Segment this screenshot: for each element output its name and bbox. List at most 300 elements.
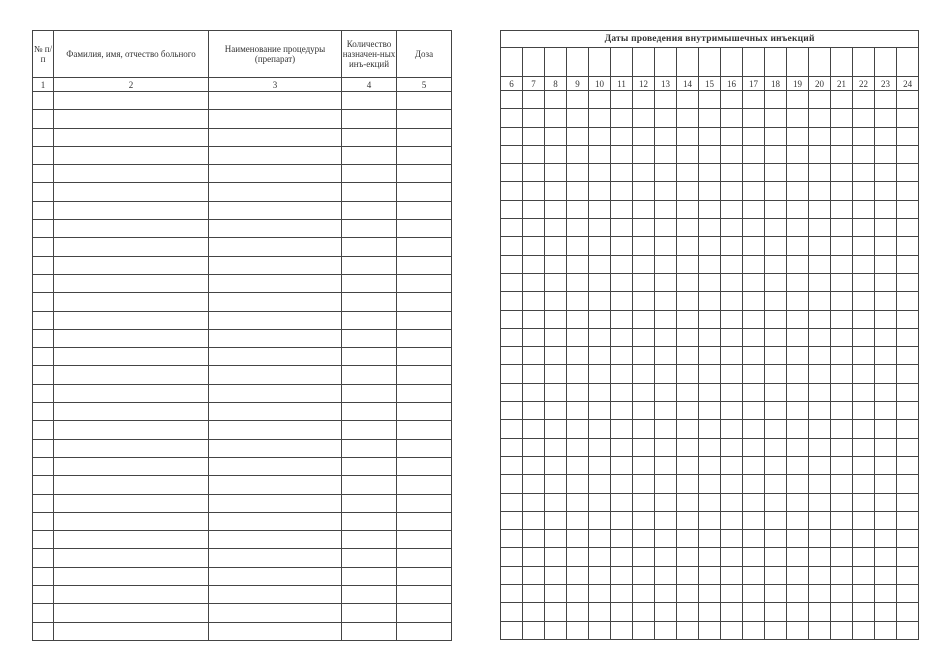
empty-cell	[501, 585, 523, 603]
empty-cell	[397, 256, 452, 274]
empty-cell	[523, 475, 545, 493]
empty-cell	[209, 329, 342, 347]
empty-cell	[342, 549, 397, 567]
empty-cell	[743, 255, 765, 273]
empty-cell	[809, 91, 831, 109]
empty-cell	[33, 92, 54, 110]
empty-cell	[567, 493, 589, 511]
empty-cell	[787, 109, 809, 127]
empty-cell	[545, 548, 567, 566]
empty-cell	[397, 549, 452, 567]
empty-cell	[33, 366, 54, 384]
empty-cell	[831, 420, 853, 438]
empty-cell	[765, 402, 787, 420]
column-number: 22	[853, 77, 875, 91]
table-row	[501, 310, 919, 328]
table-row	[501, 200, 919, 218]
empty-cell	[589, 475, 611, 493]
empty-cell	[633, 420, 655, 438]
empty-cell	[397, 494, 452, 512]
empty-cell	[523, 566, 545, 584]
empty-cell	[33, 293, 54, 311]
empty-cell	[743, 347, 765, 365]
empty-cell	[831, 456, 853, 474]
empty-cell	[743, 310, 765, 328]
empty-cell	[611, 145, 633, 163]
empty-cell	[501, 182, 523, 200]
header-procedure: Наименование процедуры (препарат)	[209, 31, 342, 78]
table-row	[33, 512, 452, 530]
empty-cell	[54, 622, 209, 640]
empty-cell	[342, 567, 397, 585]
empty-cell	[655, 585, 677, 603]
empty-cell	[831, 292, 853, 310]
empty-cell	[611, 383, 633, 401]
empty-cell	[677, 164, 699, 182]
empty-cell	[567, 292, 589, 310]
empty-cell	[54, 329, 209, 347]
empty-cell	[397, 586, 452, 604]
column-number: 9	[567, 77, 589, 91]
table-row	[33, 201, 452, 219]
empty-cell	[787, 219, 809, 237]
empty-cell	[875, 127, 897, 145]
empty-cell	[342, 92, 397, 110]
empty-cell	[765, 182, 787, 200]
empty-cell	[209, 366, 342, 384]
empty-cell	[545, 127, 567, 145]
empty-cell	[567, 310, 589, 328]
empty-cell	[677, 548, 699, 566]
table-row	[501, 603, 919, 621]
empty-cell	[721, 566, 743, 584]
empty-cell	[699, 365, 721, 383]
injection-dates-table	[500, 30, 919, 640]
empty-cell	[897, 127, 919, 145]
empty-cell	[853, 182, 875, 200]
empty-cell	[633, 219, 655, 237]
empty-cell	[545, 273, 567, 291]
empty-cell	[831, 91, 853, 109]
empty-cell	[699, 164, 721, 182]
empty-cell	[54, 586, 209, 604]
empty-cell	[589, 145, 611, 163]
empty-cell	[853, 530, 875, 548]
empty-cell	[765, 164, 787, 182]
empty-cell	[721, 456, 743, 474]
empty-cell	[342, 128, 397, 146]
empty-cell	[875, 109, 897, 127]
empty-cell	[853, 273, 875, 291]
empty-cell	[831, 603, 853, 621]
empty-cell	[897, 164, 919, 182]
empty-cell	[545, 292, 567, 310]
empty-cell	[765, 548, 787, 566]
empty-cell	[342, 329, 397, 347]
empty-cell	[545, 237, 567, 255]
empty-cell	[567, 237, 589, 255]
empty-cell	[853, 109, 875, 127]
empty-cell	[699, 145, 721, 163]
empty-cell	[677, 237, 699, 255]
empty-cell	[33, 348, 54, 366]
empty-cell	[875, 255, 897, 273]
empty-cell	[33, 421, 54, 439]
empty-cell	[699, 585, 721, 603]
empty-cell	[209, 165, 342, 183]
empty-cell	[567, 456, 589, 474]
empty-cell	[765, 109, 787, 127]
empty-cell	[787, 383, 809, 401]
empty-cell	[342, 384, 397, 402]
empty-cell	[655, 365, 677, 383]
empty-cell	[209, 567, 342, 585]
empty-cell	[523, 493, 545, 511]
date-cell	[655, 48, 677, 77]
table-row	[501, 493, 919, 511]
empty-cell	[699, 475, 721, 493]
empty-cell	[501, 438, 523, 456]
empty-cell	[501, 530, 523, 548]
empty-cell	[677, 530, 699, 548]
date-cell	[897, 48, 919, 77]
empty-cell	[853, 621, 875, 639]
empty-cell	[875, 182, 897, 200]
table-row	[501, 109, 919, 127]
empty-cell	[54, 311, 209, 329]
empty-cell	[677, 273, 699, 291]
empty-cell	[765, 127, 787, 145]
empty-cell	[611, 402, 633, 420]
empty-cell	[699, 511, 721, 529]
table-row	[501, 328, 919, 346]
column-number: 23	[875, 77, 897, 91]
empty-cell	[765, 310, 787, 328]
empty-cell	[743, 456, 765, 474]
empty-cell	[33, 622, 54, 640]
empty-cell	[743, 182, 765, 200]
empty-cell	[342, 366, 397, 384]
empty-cell	[809, 164, 831, 182]
table-row	[501, 402, 919, 420]
empty-cell	[209, 476, 342, 494]
empty-cell	[567, 438, 589, 456]
empty-cell	[567, 511, 589, 529]
empty-cell	[633, 91, 655, 109]
empty-cell	[342, 183, 397, 201]
date-cell	[677, 48, 699, 77]
empty-cell	[611, 219, 633, 237]
empty-cell	[501, 237, 523, 255]
empty-cell	[787, 292, 809, 310]
empty-cell	[655, 145, 677, 163]
empty-cell	[545, 402, 567, 420]
empty-cell	[523, 237, 545, 255]
empty-cell	[545, 420, 567, 438]
empty-cell	[655, 402, 677, 420]
empty-cell	[633, 475, 655, 493]
empty-cell	[209, 220, 342, 238]
empty-cell	[897, 200, 919, 218]
empty-cell	[787, 127, 809, 145]
empty-cell	[787, 273, 809, 291]
empty-cell	[655, 420, 677, 438]
empty-cell	[677, 365, 699, 383]
table-row	[33, 403, 452, 421]
table-row	[33, 549, 452, 567]
empty-cell	[589, 511, 611, 529]
empty-cell	[33, 201, 54, 219]
empty-cell	[589, 493, 611, 511]
empty-cell	[897, 548, 919, 566]
empty-cell	[501, 493, 523, 511]
empty-cell	[875, 438, 897, 456]
table-row	[501, 292, 919, 310]
empty-cell	[54, 183, 209, 201]
date-cell	[787, 48, 809, 77]
empty-cell	[209, 146, 342, 164]
empty-cell	[787, 456, 809, 474]
empty-cell	[209, 384, 342, 402]
empty-cell	[897, 530, 919, 548]
empty-cell	[342, 439, 397, 457]
empty-cell	[765, 145, 787, 163]
empty-cell	[831, 511, 853, 529]
table-row	[501, 127, 919, 145]
empty-cell	[677, 328, 699, 346]
empty-cell	[397, 329, 452, 347]
empty-cell	[655, 200, 677, 218]
empty-cell	[567, 347, 589, 365]
date-cell	[523, 48, 545, 77]
empty-cell	[655, 292, 677, 310]
empty-cell	[897, 493, 919, 511]
empty-cell	[633, 127, 655, 145]
empty-cell	[209, 549, 342, 567]
empty-cell	[611, 475, 633, 493]
empty-cell	[831, 383, 853, 401]
empty-cell	[611, 493, 633, 511]
empty-cell	[567, 200, 589, 218]
column-number: 2	[54, 78, 209, 92]
empty-cell	[567, 145, 589, 163]
empty-cell	[397, 165, 452, 183]
empty-cell	[809, 402, 831, 420]
empty-cell	[677, 310, 699, 328]
empty-cell	[853, 347, 875, 365]
empty-cell	[853, 585, 875, 603]
empty-cell	[787, 182, 809, 200]
empty-cell	[633, 292, 655, 310]
empty-cell	[633, 383, 655, 401]
empty-cell	[677, 402, 699, 420]
empty-cell	[633, 237, 655, 255]
empty-cell	[397, 567, 452, 585]
empty-cell	[809, 548, 831, 566]
empty-cell	[611, 566, 633, 584]
empty-cell	[875, 273, 897, 291]
empty-cell	[589, 91, 611, 109]
table-row	[33, 110, 452, 128]
empty-cell	[875, 347, 897, 365]
table-row	[501, 438, 919, 456]
empty-cell	[699, 420, 721, 438]
table-row	[501, 566, 919, 584]
empty-cell	[787, 621, 809, 639]
empty-cell	[589, 566, 611, 584]
empty-cell	[743, 530, 765, 548]
empty-cell	[545, 109, 567, 127]
empty-cell	[567, 603, 589, 621]
empty-cell	[743, 475, 765, 493]
empty-cell	[589, 219, 611, 237]
empty-cell	[721, 420, 743, 438]
empty-cell	[809, 566, 831, 584]
empty-cell	[567, 91, 589, 109]
empty-cell	[831, 365, 853, 383]
empty-cell	[589, 328, 611, 346]
empty-cell	[33, 183, 54, 201]
table-row	[501, 585, 919, 603]
empty-cell	[545, 566, 567, 584]
empty-cell	[342, 348, 397, 366]
empty-cell	[765, 91, 787, 109]
empty-cell	[875, 511, 897, 529]
empty-cell	[743, 511, 765, 529]
empty-cell	[897, 273, 919, 291]
empty-cell	[853, 493, 875, 511]
empty-cell	[545, 255, 567, 273]
empty-cell	[633, 530, 655, 548]
empty-cell	[765, 255, 787, 273]
empty-cell	[567, 420, 589, 438]
empty-cell	[831, 402, 853, 420]
empty-cell	[853, 420, 875, 438]
column-number: 12	[633, 77, 655, 91]
empty-cell	[501, 566, 523, 584]
table-row	[33, 604, 452, 622]
table-row	[501, 530, 919, 548]
empty-cell	[611, 347, 633, 365]
empty-cell	[397, 622, 452, 640]
empty-cell	[677, 603, 699, 621]
empty-cell	[875, 365, 897, 383]
empty-cell	[54, 439, 209, 457]
empty-cell	[342, 220, 397, 238]
empty-cell	[33, 329, 54, 347]
empty-cell	[209, 110, 342, 128]
empty-cell	[677, 456, 699, 474]
left-page	[32, 30, 451, 641]
empty-cell	[897, 219, 919, 237]
empty-cell	[342, 256, 397, 274]
empty-cell	[342, 494, 397, 512]
empty-cell	[523, 621, 545, 639]
empty-cell	[397, 311, 452, 329]
empty-cell	[54, 92, 209, 110]
empty-cell	[765, 273, 787, 291]
empty-cell	[809, 493, 831, 511]
empty-cell	[787, 164, 809, 182]
empty-cell	[589, 310, 611, 328]
empty-cell	[397, 366, 452, 384]
empty-cell	[897, 109, 919, 127]
empty-cell	[875, 493, 897, 511]
empty-cell	[699, 566, 721, 584]
empty-cell	[831, 438, 853, 456]
table-row	[501, 383, 919, 401]
empty-cell	[33, 256, 54, 274]
empty-cell	[567, 402, 589, 420]
empty-cell	[875, 420, 897, 438]
table-row	[501, 475, 919, 493]
empty-cell	[611, 237, 633, 255]
empty-cell	[787, 365, 809, 383]
empty-cell	[875, 475, 897, 493]
empty-cell	[54, 567, 209, 585]
date-cell	[567, 48, 589, 77]
column-number: 14	[677, 77, 699, 91]
dates-title: Даты проведения внутримышечных инъекций	[501, 31, 919, 48]
empty-cell	[853, 310, 875, 328]
empty-cell	[567, 182, 589, 200]
empty-cell	[853, 164, 875, 182]
empty-cell	[611, 603, 633, 621]
empty-cell	[831, 237, 853, 255]
empty-cell	[853, 292, 875, 310]
empty-cell	[397, 531, 452, 549]
empty-cell	[501, 91, 523, 109]
empty-cell	[677, 420, 699, 438]
empty-cell	[897, 585, 919, 603]
table-row	[33, 293, 452, 311]
empty-cell	[611, 182, 633, 200]
empty-cell	[831, 127, 853, 145]
header-patient-name: Фамилия, имя, отчество больного	[54, 31, 209, 78]
empty-cell	[765, 530, 787, 548]
empty-cell	[743, 328, 765, 346]
empty-cell	[765, 493, 787, 511]
empty-cell	[209, 531, 342, 549]
empty-cell	[589, 164, 611, 182]
empty-cell	[677, 109, 699, 127]
empty-cell	[655, 548, 677, 566]
table-row	[33, 256, 452, 274]
empty-cell	[501, 164, 523, 182]
empty-cell	[589, 621, 611, 639]
column-number: 16	[721, 77, 743, 91]
empty-cell	[54, 146, 209, 164]
empty-cell	[633, 273, 655, 291]
empty-cell	[501, 145, 523, 163]
empty-cell	[342, 604, 397, 622]
table-row	[33, 384, 452, 402]
table-row	[33, 531, 452, 549]
empty-cell	[897, 475, 919, 493]
empty-cell	[54, 512, 209, 530]
empty-cell	[342, 586, 397, 604]
column-number: 15	[699, 77, 721, 91]
empty-cell	[809, 621, 831, 639]
empty-cell	[765, 438, 787, 456]
empty-cell	[875, 310, 897, 328]
empty-cell	[567, 530, 589, 548]
empty-cell	[611, 438, 633, 456]
empty-cell	[655, 237, 677, 255]
column-number: 6	[501, 77, 523, 91]
empty-cell	[397, 476, 452, 494]
empty-cell	[743, 273, 765, 291]
